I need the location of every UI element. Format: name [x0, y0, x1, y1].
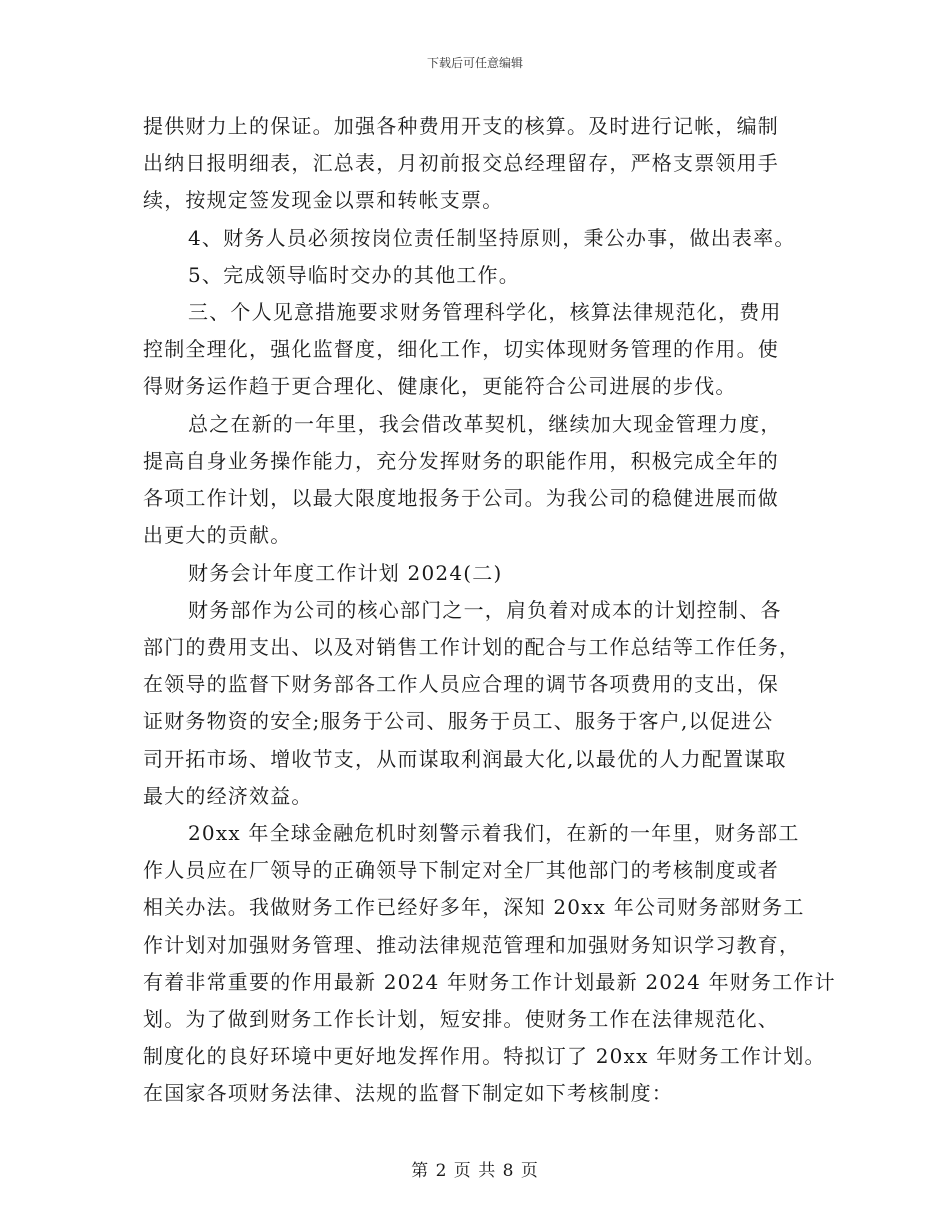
text-line: 4、财务人员必须按岗位责任制坚持原则，秉公办事，做出表率。 [188, 226, 796, 250]
text-line: 各项工作计划，以最大限度地报务于公司。为我公司的稳健进展而做 [143, 486, 779, 510]
text-line: 在领导的监督下财务部各工作人员应合理的调节各项费用的支出，保 [143, 672, 779, 696]
text-line: 总之在新的一年里，我会借改革契机，继续加大现金管理力度， [188, 412, 782, 436]
text-line: 5、完成领导临时交办的其他工作。 [188, 263, 520, 287]
page-header: 下载后可任意编辑 [426, 56, 523, 70]
text-line: 部门的费用支出、以及对销售工作计划的配合与工作总结等工作任务， [143, 635, 801, 659]
text-line: 出纳日报明细表，汇总表，月初前报交总经理留存，严格支票领用手 [143, 151, 779, 175]
text-line: 最大的经济效益。 [143, 784, 313, 808]
text-line: 司开拓市场、增收节支，从而谋取利润最大化,以最优的人力配置谋取 [143, 747, 787, 771]
text-line: 续，按规定签发现金以票和转帐支票。 [143, 188, 504, 212]
text-line: 作人员应在厂领导的正确领导下制定对全厂其他部门的考核制度或者 [143, 858, 779, 882]
text-line: 出更大的贡献。 [143, 523, 292, 547]
text-line: 作计划对加强财务管理、推动法律规范管理和加强财务知识学习教育， [143, 933, 801, 957]
text-line: 控制全理化，强化监督度，细化工作，切实体现财务管理的作用。使 [143, 337, 779, 361]
text-line: 提高自身业务操作能力，充分发挥财务的职能作用，积极完成全年的 [143, 449, 779, 473]
section-title: 财务会计年度工作计划 2024(二) [188, 561, 503, 585]
text-line: 得财务运作趋于更合理化、健康化，更能符合公司进展的步伐。 [143, 374, 737, 398]
page-number: 第 2 页 共 8 页 [411, 1161, 539, 1181]
text-line: 三、个人见意措施要求财务管理科学化，核算法律规范化，费用 [188, 300, 782, 324]
text-line: 在国家各项财务法律、法规的监督下制定如下考核制度： [143, 1081, 673, 1105]
text-line: 有着非常重要的作用最新 2024 年财务工作计划最新 2024 年财务工作计 [143, 970, 836, 994]
text-line: 财务部作为公司的核心部门之一，肩负着对成本的计划控制、各 [188, 598, 782, 622]
text-line: 划。为了做到财务工作长计划，短安排。使财务工作在法律规范化、 [143, 1007, 779, 1031]
text-line: 制度化的良好环境中更好地发挥作用。特拟订了 20xx 年财务工作计划。 [143, 1044, 826, 1068]
text-line: 相关办法。我做财务工作已经好多年，深知 20xx 年公司财务部财务工 [143, 895, 805, 919]
text-line: 提供财力上的保证。加强各种费用开支的核算。及时进行记帐，编制 [143, 114, 779, 138]
text-line: 证财务物资的安全;服务于公司、服务于员工、服务于客户,以促进公 [143, 709, 774, 733]
text-line: 20xx 年全球金融危机时刻警示着我们，在新的一年里，财务部工 [188, 821, 800, 845]
